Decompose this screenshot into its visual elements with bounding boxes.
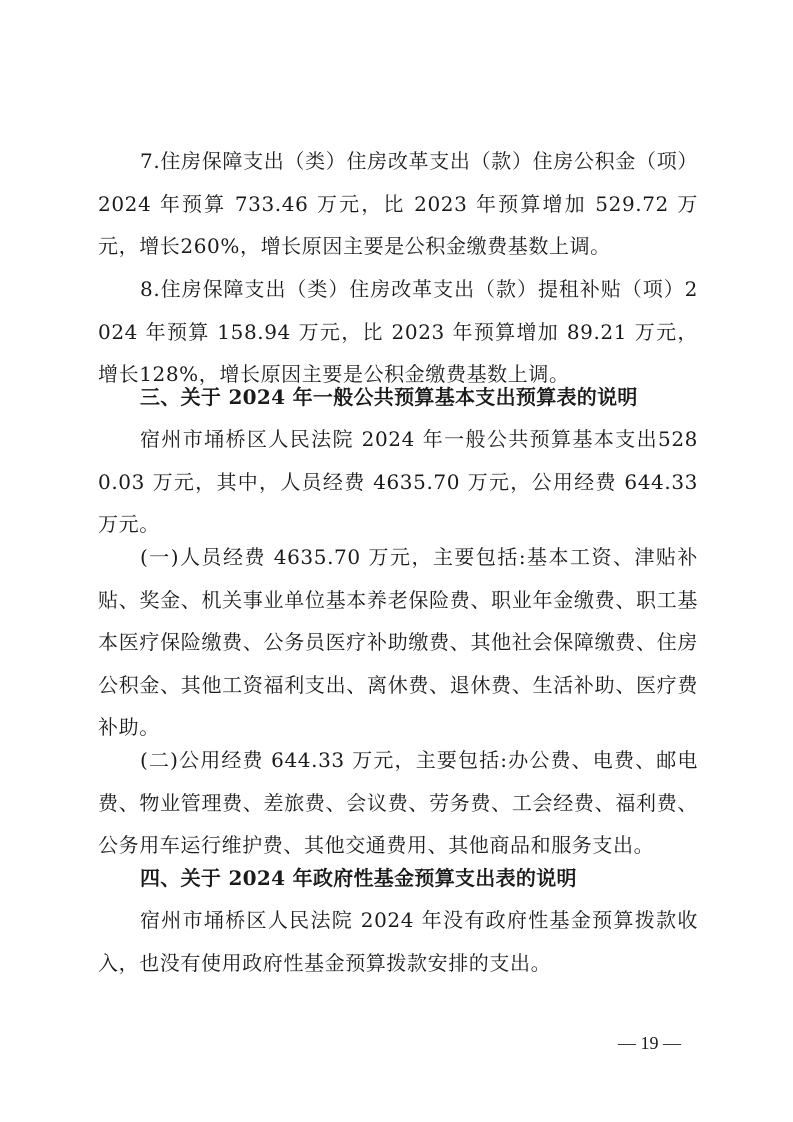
paragraph-rent-subsidy: 8.住房保障支出（类）住房改革支出（款）提租补贴（项）2024 年预算 158.94 万元，比 2023 年预算增加 89.21 万元，增长128%，增长原因主要是公积金缴费基数上调。	[98, 277, 698, 386]
paragraph-government-fund: 宿州市埇桥区人民法院 2024 年没有政府性基金预算拨款收入，也没有使用政府性基金预算拨款安排的支出。	[98, 908, 698, 975]
paragraph-personnel-expenses: (一)人员经费 4635.70 万元，主要包括:基本工资、津贴补贴、奖金、机关事业单位基本养老保险费、职业年金缴费、职工基本医疗保险缴费、公务员医疗补助缴费、其他社会保障缴费、住房公积金、其他工资福利支出、离休费、退休费、生活补助、医疗费补助。	[98, 545, 698, 739]
paragraph-basic-expenditure: 宿州市埇桥区人民法院 2024 年一般公共预算基本支出5280.03 万元，其中，人员经费 4635.70 万元，公用经费 644.33万元。	[98, 427, 698, 536]
section-heading-government-fund: 四、关于 2024 年政府性基金预算支出表的说明	[140, 866, 577, 890]
paragraph-housing-fund: 7.住房保障支出（类）住房改革支出（款）住房公积金（项）2024 年预算 733.46 万元，比 2023 年预算增加 529.72 万元，增长260%，增长原因主要是公积金缴费基数上调。	[98, 149, 698, 258]
section-heading-basic-expenditure: 三、关于 2024 年一般公共预算基本支出预算表的说明	[140, 385, 638, 409]
paragraph-public-expenses: (二)公用经费 644.33 万元，主要包括:办公费、电费、邮电费、物业管理费、差旅费、会议费、劳务费、工会经费、福利费、公务用车运行维护费、其他交通费用、其他商品和服务支出。	[98, 748, 698, 857]
page-number: — 19 —	[618, 1033, 681, 1053]
